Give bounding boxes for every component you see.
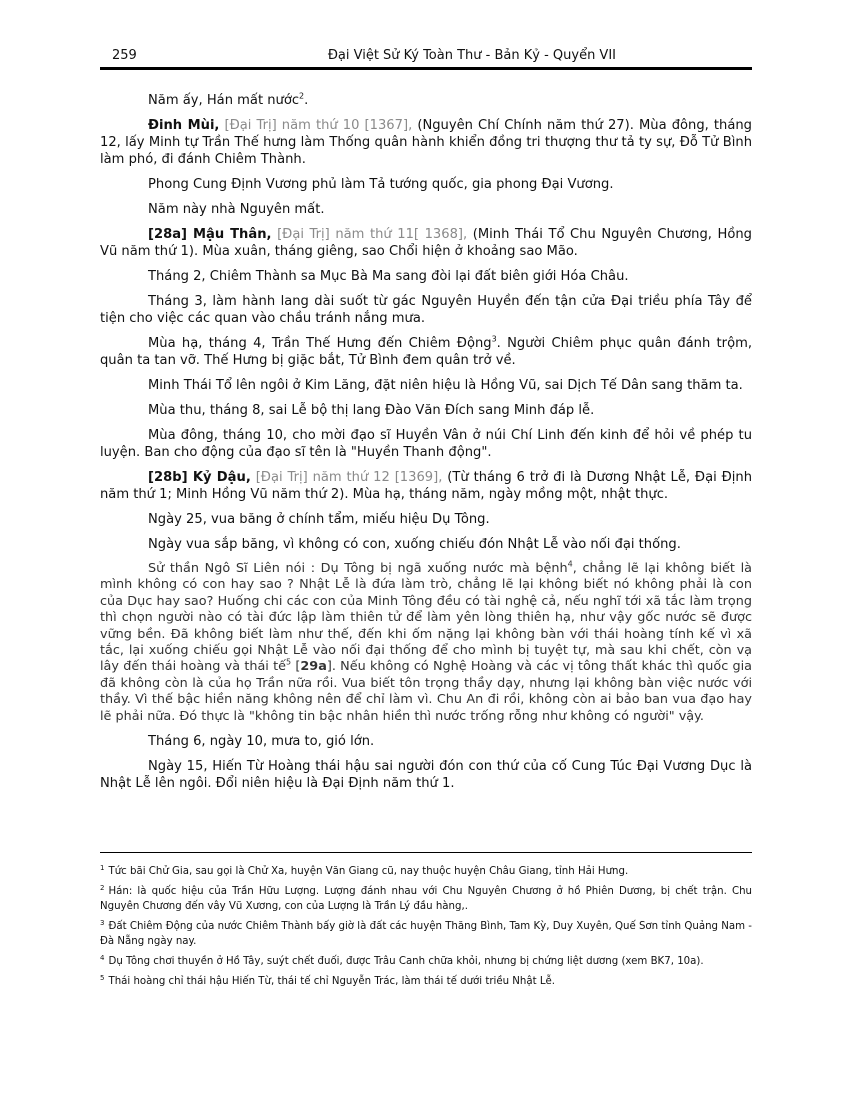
paragraph: [100, 469, 752, 503]
paragraph-text: Năm ấy, Hán mất nước: [148, 93, 300, 108]
paragraph: Ngày 15, Hiến Từ Hoàng thái hậu sai người đón con thứ của cố Cung Túc Đại Vương Dục là Nhật Lễ lên ngôi. Đổi niên hiệu là Đại Định năm thứ 1.: [100, 759, 752, 792]
commentary-text: , chẳng lẽ lại không biết là mình không có con hay sao ? Nhật Lễ là đứa làm trò, chẳng lẽ lại không biết nó không phải là con của Dục hay sao? Huống chi các con của Minh Tông đều có tài nghệ cả, nếu nghĩ tới xã tắc làm trọng thì chọn người nào có tài đức lập làm thiên tử để làm yên lòng thiên hạ, như vậy gốc nước sẽ được vững bền. Đã không biết làm như thế, đến khi ốm nặng lại không bàn với thái hoàng tính kế vì xã tắc, lại xuống chiếu gọi Nhật Lễ vào nối đại thống để cho mình bị tuyệt tự, mà sau khi chết, còn vạ lây đến thái hoàng và thái tế: [100, 561, 752, 675]
paragraph: Phong Cung Định Vương phủ làm Tả tướng quốc, gia phong Đại Vương.: [148, 177, 614, 192]
paragraph-text: (Từ tháng 6 trở đi là Dương Nhật Lễ, Đại Định năm thứ 1; Minh Hồng Vũ năm thứ 2). Mùa hạ, tháng năm, ngày mồng một, nhật thực.: [100, 470, 752, 502]
footnote-number: 1: [100, 863, 105, 872]
page-number: 259: [112, 48, 137, 63]
footnote-text: Dụ Tông chơi thuyền ở Hồ Tây, suýt chết đuối, được Trâu Canh chữa khỏi, nhưng bị chứng liệt dương (xem BK7, 10a).: [108, 956, 704, 967]
paragraph: [100, 335, 752, 369]
paragraph: [100, 92, 752, 109]
paragraph-text: .: [304, 93, 309, 108]
running-title: Đại Việt Sử Ký Toàn Thư - Bản Kỷ - Quyển VII: [327, 48, 616, 63]
paragraph: Tháng 3, làm hành lang dài suốt từ gác Nguyên Huyền đến tận cửa Đại triều phía Tây để tiện cho việc các quan vào chầu tránh nắng mưa.: [100, 294, 752, 326]
paragraph-text: (Nguyên Chí Chính năm thứ 27). Mùa đông, tháng 12, lấy Minh tự Trần Thế hưng làm Thống quân hành khiển đồng tri thượng thư tả ty sự, Đỗ Tử Bình làm phó, đi đánh Chiêm Thành.: [100, 118, 752, 167]
footnote-ref[interactable]: 4: [567, 559, 573, 569]
page-header: [100, 48, 752, 68]
footnote-ref[interactable]: 5: [286, 658, 292, 668]
main-text: [100, 92, 752, 800]
footnote-number: 5: [100, 973, 105, 982]
folio-marker: 29a: [300, 659, 327, 675]
footnote-text: Thái hoàng chỉ thái hậu Hiến Từ, thái tế chỉ Nguyễn Trác, làm thái tế dưới triều Nhật Lễ.: [108, 976, 556, 987]
footnote-number: 3: [100, 918, 105, 927]
year-heading: [28a] Mậu Thân,: [148, 227, 272, 242]
footnote-text: Tức bãi Chử Gia, sau gọi là Chử Xa, huyện Văn Giang cũ, nay thuộc huyện Châu Giang, tỉnh Hải Hưng.: [108, 866, 629, 877]
footnote-text: Hán: là quốc hiệu của Trần Hữu Lượng. Lượng đánh nhau với Chu Nguyên Chương ở hồ Phiên Dương, bị chết trận. Chu Nguyên Chương đến vây Vũ Xương, con của Lượng là Trần Lý đầu hàng,.: [100, 886, 752, 912]
paragraph-text: . Người Chiêm phục quân đánh trộm, quân ta tan vỡ. Thế Hưng bị giặc bắt, Tử Bình đem quân trở về.: [100, 336, 752, 368]
commentary-text: ]. Nếu không có Nghệ Hoàng và các vị tông thất khác thì quốc gia đã không còn là của họ Trần nữa rồi. Vua biết tôn trọng thầy dạy, nhưng lại không bàn việc nước với thầy. Vì thế bậc hiền năng không nên để chỉ làm vì. Chu An đi rồi, không còn ai bảo ban vua đạo hay lẽ phải nữa. Đó thực là "không tin bậc nhân hiền thì nước trống rỗng như không có người" vậy.: [100, 659, 753, 724]
footnote-ref[interactable]: 3: [491, 334, 497, 344]
footnote: [100, 954, 752, 969]
historian-commentary: [100, 561, 752, 725]
paragraph: Mùa đông, tháng 10, cho mời đạo sĩ Huyền Vân ở núi Chí Linh đến kinh để hỏi về phép tu luyện. Ban cho động của đạo sĩ tên là "Huyền Thanh động".: [100, 428, 752, 460]
paragraph: Mùa thu, tháng 8, sai Lễ bộ thị lang Đào Văn Đích sang Minh đáp lễ.: [148, 403, 595, 418]
commentary-text: Sử thần Ngô Sĩ Liên nói : Dụ Tông bị ngã xuống nước mà bệnh: [148, 561, 568, 576]
footnote: [100, 884, 752, 914]
year-heading: [28b] Kỷ Dậu,: [148, 470, 251, 485]
footnotes: [100, 864, 752, 994]
reign-year: [Đại Trị] năm thứ 10 [1367],: [224, 118, 413, 133]
paragraph: [100, 226, 752, 260]
footnote: [100, 974, 752, 989]
paragraph-text: Mùa hạ, tháng 4, Trần Thế Hưng đến Chiêm Động: [148, 336, 492, 351]
header-rule: [100, 67, 752, 70]
paragraph-text: (Minh Thái Tổ Chu Nguyên Chương, Hồng Vũ năm thứ 1). Mùa xuân, tháng giêng, sao Chổi hiện ở khoảng sao Mão.: [100, 227, 752, 259]
footnote-number: 4: [100, 953, 105, 962]
footnote-number: 2: [100, 883, 105, 892]
paragraph: [100, 117, 752, 168]
footnote: [100, 864, 752, 879]
reign-year: [Đại Trị] năm thứ 12 [1369],: [255, 470, 443, 485]
footnote: [100, 919, 752, 949]
paragraph: Tháng 6, ngày 10, mưa to, gió lớn.: [148, 734, 375, 750]
paragraph: Minh Thái Tổ lên ngôi ở Kim Lăng, đặt niên hiệu là Hồng Vũ, sai Dịch Tế Dân sang thăm ta.: [148, 378, 743, 393]
commentary-text: [: [291, 659, 301, 675]
paragraph: Tháng 2, Chiêm Thành sa Mục Bà Ma sang đòi lại đất biên giới Hóa Châu.: [148, 269, 629, 284]
paragraph: Ngày 25, vua băng ở chính tẩm, miếu hiệu Dụ Tông.: [148, 512, 490, 527]
year-heading: Đinh Mùi,: [148, 118, 220, 133]
paragraph: Ngày vua sắp băng, vì không có con, xuống chiếu đón Nhật Lễ vào nối đại thống.: [148, 537, 681, 552]
footnote-text: Đất Chiêm Động của nước Chiêm Thành bấy giờ là đất các huyện Thăng Bình, Tam Kỳ, Duy Xuyên, Quế Sơn tỉnh Quảng Nam - Đà Nẵng ngày nay.: [100, 921, 752, 947]
paragraph: Năm này nhà Nguyên mất.: [148, 202, 325, 217]
reign-year: [Đại Trị] năm thứ 11[ 1368],: [277, 227, 468, 242]
footnote-ref[interactable]: 2: [299, 91, 305, 101]
footnote-rule: [100, 852, 752, 853]
